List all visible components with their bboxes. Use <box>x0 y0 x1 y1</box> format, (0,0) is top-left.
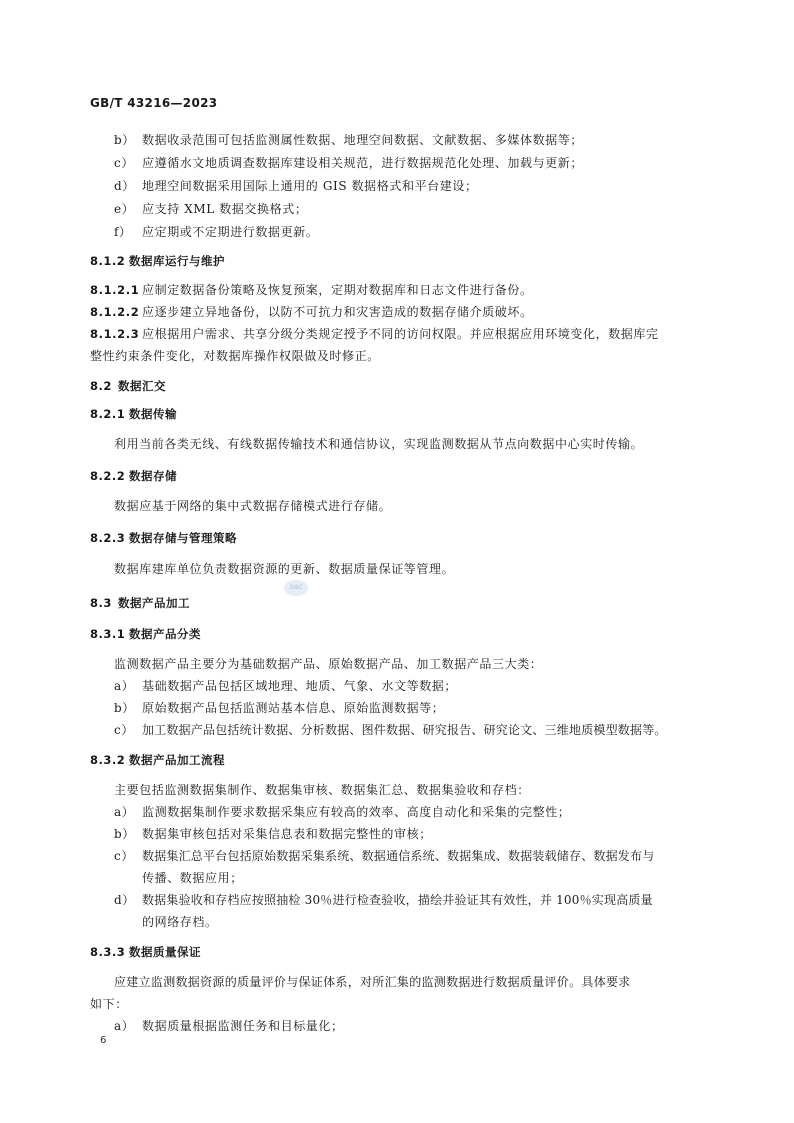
paragraph: 数据应基于网络的集中式数据存储模式进行存储。 <box>114 499 392 513</box>
section-title: 数据产品分类 <box>129 627 201 641</box>
list-item <box>90 892 700 908</box>
section-number: 8.3.3 <box>90 945 126 959</box>
paragraph: 利用当前各类无线、有线数据传输技术和通信协议，实现监测数据从节点向数据中心实时传输。 <box>114 437 644 451</box>
list-marker: a） <box>114 1019 135 1033</box>
clause-8-1-2-2 <box>90 304 700 320</box>
section-number: 8.3.1 <box>90 627 126 641</box>
section-heading-8-2-2 <box>90 468 700 484</box>
section-number: 8.1.2 <box>90 254 126 268</box>
list-item-text: 原始数据产品包括监测站基本信息、原始监测数据等； <box>142 701 445 715</box>
list-item-text: 数据集汇总平台包括原始数据采集系统、数据通信系统、数据集成、数据装载储存、数据发布与 <box>142 849 655 863</box>
list-item-text: 数据收录范围可包括监测属性数据、地理空间数据、文献数据、多媒体数据等； <box>142 133 584 147</box>
list-item-continuation: 传播、数据应用； <box>142 871 243 885</box>
section-heading-8-1-2 <box>90 253 700 269</box>
clause-text: 应逐步建立异地备份，以防不可抗力和灾害造成的数据存储介质破坏。 <box>142 305 533 319</box>
list-marker: b） <box>114 701 135 715</box>
clause-text: 应根据用户需求、共享分级分类规定授予不同的访问权限。并应根据应用环境变化，数据库完 <box>142 327 659 341</box>
page-number: 6 <box>100 1035 107 1046</box>
list-marker: a） <box>114 805 135 819</box>
list-marker: b） <box>114 133 135 147</box>
list-marker: a） <box>114 679 135 693</box>
list-item <box>90 700 700 716</box>
section-number: 8.2.1 <box>90 407 126 421</box>
section-number: 8.2 <box>90 379 112 393</box>
section-title: 数据产品加工流程 <box>129 753 225 767</box>
section-heading-8-2 <box>90 378 700 394</box>
list-item <box>90 722 700 738</box>
clause-text-continuation: 整性约束条件变化，对数据库操作权限做及时修正。 <box>90 349 380 363</box>
list-marker: e） <box>114 202 135 216</box>
list-item-text: 应遵循水文地质调查数据库建设相关规范，进行数据规范化处理、加载与更新； <box>142 156 584 170</box>
clause-text: 应制定数据备份策略及恢复预案，定期对数据库和日志文件进行备份。 <box>142 283 533 297</box>
standard-code: GB/T 43216—2023 <box>90 96 218 110</box>
list-item-text: 应支持 XML 数据交换格式； <box>142 202 308 216</box>
paragraph-continuation: 如下： <box>90 997 128 1011</box>
paragraph: 应建立监测数据资源的质量评价与保证体系，对所汇集的监测数据进行数据质量评价。具体要求 <box>114 975 631 989</box>
section-heading-8-3-1 <box>90 626 700 642</box>
paragraph: 主要包括监测数据集制作、数据集审核、数据集汇总、数据集验收和存档： <box>114 783 530 797</box>
clause-number: 8.1.2.3 <box>90 327 140 341</box>
list-item <box>90 848 700 864</box>
list-marker: c） <box>114 849 134 863</box>
section-title: 数据存储 <box>129 469 177 483</box>
list-item <box>90 155 700 171</box>
section-heading-8-3-3 <box>90 944 700 960</box>
section-title: 数据产品加工 <box>118 596 190 610</box>
list-marker: f） <box>114 225 132 239</box>
section-number: 8.2.3 <box>90 531 126 545</box>
clause-8-1-2-3 <box>90 326 700 342</box>
clause-number: 8.1.2.2 <box>90 305 140 319</box>
section-title: 数据质量保证 <box>129 945 201 959</box>
list-item <box>90 678 700 694</box>
list-marker: b） <box>114 827 135 841</box>
list-item-text: 监测数据集制作要求数据采集应有较高的效率、高度自动化和采集的完整性； <box>142 805 571 819</box>
list-item-text: 加工数据产品包括统计数据、分析数据、图件数据、研究报告、研究论文、三维地质模型数据等。 <box>142 723 667 737</box>
list-item-text: 基础数据产品包括区域地理、地质、气象、水文等数据； <box>142 679 458 693</box>
list-item <box>90 201 700 217</box>
paragraph: 监测数据产品主要分为基础数据产品、原始数据产品、加工数据产品三大类： <box>114 657 543 671</box>
clause-8-1-2-1 <box>90 282 700 298</box>
section-number: 8.2.2 <box>90 469 126 483</box>
section-title: 数据传输 <box>129 407 177 421</box>
sac-watermark-logo: SAC <box>284 580 308 596</box>
paragraph: 数据库建库单位负责数据资源的更新、数据质量保证等管理。 <box>114 562 455 576</box>
list-item-text: 数据集审核包括对采集信息表和数据完整性的审核； <box>142 827 432 841</box>
section-heading-8-2-3 <box>90 530 700 546</box>
section-number: 8.3.2 <box>90 753 126 767</box>
section-heading-8-3 <box>90 595 700 611</box>
list-item-text: 地理空间数据采用国际上通用的 GIS 数据格式和平台建设； <box>142 179 478 193</box>
list-marker: d） <box>114 179 135 193</box>
list-marker: c） <box>114 723 134 737</box>
list-item <box>90 224 700 240</box>
list-item <box>90 1018 700 1034</box>
list-marker: c） <box>114 156 134 170</box>
list-item-text: 应定期或不定期进行数据更新。 <box>142 225 319 239</box>
list-item-text: 数据集验收和存档应按照抽检 30％进行检查验收，描绘并验证其有效性，并 100％实现高质量 <box>142 893 653 907</box>
list-item <box>90 804 700 820</box>
list-item <box>90 132 700 148</box>
section-heading-8-2-1 <box>90 406 700 422</box>
section-heading-8-3-2 <box>90 752 700 768</box>
list-item <box>90 178 700 194</box>
section-number: 8.3 <box>90 596 112 610</box>
clause-number: 8.1.2.1 <box>90 283 140 297</box>
list-item-continuation: 的网络存档。 <box>142 915 218 929</box>
list-marker: d） <box>114 893 135 907</box>
section-title: 数据库运行与维护 <box>129 254 225 268</box>
section-title: 数据汇交 <box>118 379 166 393</box>
section-title: 数据存储与管理策略 <box>129 531 237 545</box>
list-item <box>90 826 700 842</box>
list-item-text: 数据质量根据监测任务和目标量化； <box>142 1019 344 1033</box>
